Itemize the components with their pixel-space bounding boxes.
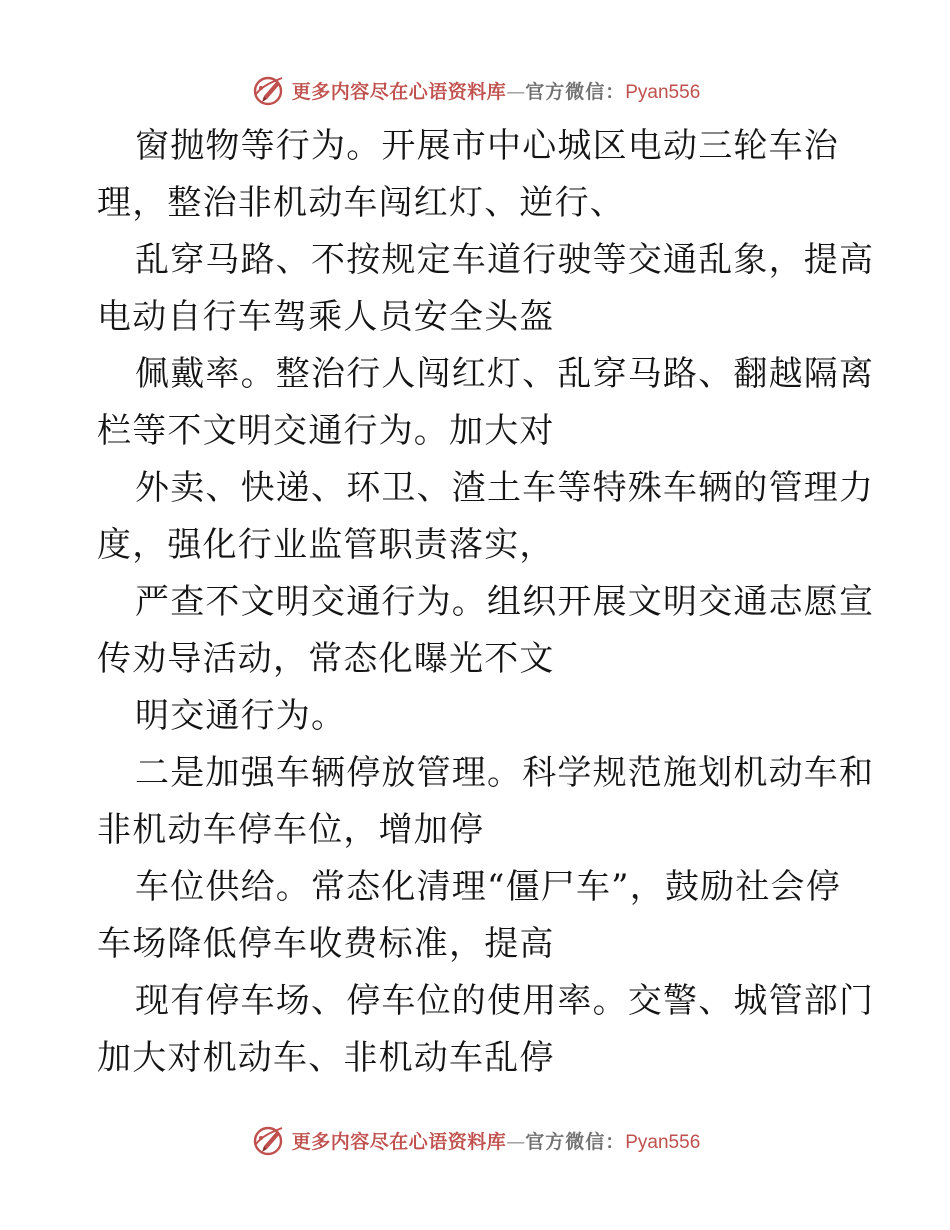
text-line: 窗抛物等行为。开展市中心城区电动三轮车治 (135, 126, 839, 166)
text-line: 二是加强车辆停放管理。科学规范施划机动车和 (135, 753, 875, 793)
text-line: 现有停车场、停车位的使用率。交警、城管部门 (135, 981, 875, 1021)
footer-banner-separator: — (506, 1130, 526, 1153)
footer-banner-wechat-id: Pyan556 (625, 1131, 701, 1153)
pen-circle-logo-icon (250, 72, 286, 108)
footer-banner-text (292, 1127, 701, 1154)
text-line: 车位供给。常态化清理“僵尸车”，鼓励社会停 (135, 867, 841, 907)
footer-banner (0, 1120, 950, 1160)
text-line: 佩戴率。整治行人闯红灯、乱穿马路、翻越隔离 (135, 354, 875, 394)
footer-banner-main: 更多内容尽在心语资料库 (291, 1130, 507, 1153)
text-line: 乱穿马路、不按规定车道行驶等交通乱象，提高 (135, 240, 875, 280)
header-banner-text (292, 77, 701, 104)
text-line: 非机动车停车位，增加停 (97, 810, 485, 850)
text-line: 外卖、快递、环卫、渣土车等特殊车辆的管理力 (135, 468, 875, 508)
text-line: 明交通行为。 (135, 696, 347, 736)
header-banner-separator: — (506, 80, 526, 103)
text-line: 电动自行车驾乘人员安全头盔 (97, 297, 555, 337)
header-banner (0, 70, 950, 110)
footer-banner-wechat-label: 官方微信： (525, 1130, 626, 1153)
text-line: 车场降低停车收费标准，提高 (97, 924, 555, 964)
text-line: 度，强化行业监管职责落实， (97, 525, 555, 565)
pen-circle-logo-icon (250, 1122, 286, 1158)
header-banner-wechat-label: 官方微信： (525, 80, 626, 103)
text-line: 严查不文明交通行为。组织开展文明交通志愿宣 (135, 582, 875, 622)
text-line: 传劝导活动，常态化曝光不文 (97, 639, 555, 679)
document-body (97, 118, 875, 1087)
header-banner-main: 更多内容尽在心语资料库 (291, 80, 507, 103)
header-banner-wechat-id: Pyan556 (625, 81, 701, 103)
text-line: 栏等不文明交通行为。加大对 (97, 411, 555, 451)
text-line: 加大对机动车、非机动车乱停 (97, 1038, 555, 1078)
text-line: 理，整治非机动车闯红灯、逆行、 (97, 183, 625, 223)
